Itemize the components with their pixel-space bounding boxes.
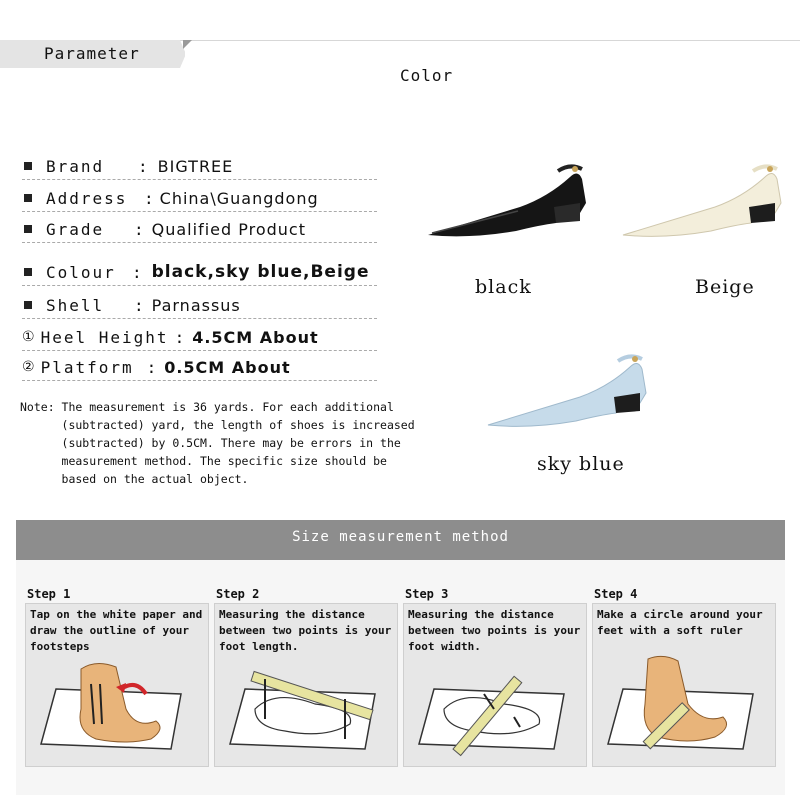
spec-label: Heel Height — [40, 327, 169, 347]
spec-value: BIGTREE — [157, 156, 234, 176]
shoe-label-beige: Beige — [695, 276, 755, 298]
spec-value: China\Guangdong — [159, 188, 319, 208]
black-shoe-image — [420, 155, 600, 245]
step-4-text: Make a circle around your feet with a soft ruler — [597, 608, 763, 637]
spec-label: Address — [46, 188, 128, 208]
note-line: (subtracted) by 0.5CM. There may be errors in the — [20, 436, 401, 450]
spec-row-brand — [22, 153, 377, 180]
spec-separator: : — [144, 188, 154, 208]
step-2-text: Measuring the distance between two points is your foot length. — [219, 608, 392, 653]
spec-separator: : — [138, 156, 148, 176]
size-method-title: Size measurement method — [292, 529, 509, 545]
spec-separator: : — [174, 327, 185, 347]
note-line: measurement method. The specific size should be — [20, 454, 387, 468]
spec-label: Shell — [46, 295, 105, 315]
spec-value: 0.5CM About — [164, 357, 291, 377]
step-2-title: Step 2 — [216, 587, 260, 601]
spec-row-platform — [22, 354, 377, 381]
bullet-icon — [24, 194, 32, 202]
step-2-card — [214, 603, 398, 767]
beige-shoe-image — [615, 155, 795, 245]
spec-label: Brand — [46, 156, 105, 176]
sky-blue-shoe-image — [480, 345, 660, 435]
step-4-card — [592, 603, 776, 767]
foot-width-illustration — [414, 649, 579, 759]
note-line: Note: The measurement is 36 yards. For each additional — [20, 400, 394, 414]
spec-value: 4.5CM About — [192, 327, 319, 347]
note-line: based on the actual object. — [20, 472, 249, 486]
step-1-card — [25, 603, 209, 767]
parameter-title: Parameter — [44, 44, 140, 63]
soft-ruler-illustration — [603, 649, 768, 759]
parameter-tab-notch — [183, 40, 192, 49]
bullet-icon — [24, 268, 32, 276]
shoe-label-black: black — [475, 276, 532, 298]
step-1-title: Step 1 — [27, 587, 71, 601]
spec-separator: : — [132, 262, 142, 282]
spec-value: black,sky blue,Beige — [151, 262, 370, 282]
spec-label: Colour — [46, 262, 116, 282]
spec-separator: : — [134, 219, 144, 239]
spec-row-address — [22, 185, 377, 212]
step-3-title: Step 3 — [405, 587, 449, 601]
shoe-label-sky-blue: sky blue — [537, 453, 625, 475]
step-4-title: Step 4 — [594, 587, 638, 601]
spec-row-shell — [22, 292, 377, 319]
step-1-text: Tap on the white paper and draw the outline of your footsteps — [30, 608, 203, 653]
measurement-note — [20, 398, 415, 488]
spec-row-colour — [22, 259, 377, 286]
number-two-icon: ② — [22, 359, 35, 375]
spec-separator: : — [146, 357, 157, 377]
spec-label: Platform — [40, 357, 134, 377]
foot-outline-illustration — [36, 649, 201, 759]
spec-row-grade — [22, 216, 377, 243]
bullet-icon — [24, 162, 32, 170]
number-one-icon: ① — [22, 329, 35, 345]
color-title: Color — [400, 66, 454, 85]
foot-length-illustration — [225, 649, 390, 759]
spec-value: Qualified Product — [151, 219, 306, 239]
note-line: (subtracted) yard, the length of shoes is increased — [20, 418, 415, 432]
step-3-text: Measuring the distance between two points is your foot width. — [408, 608, 581, 653]
bullet-icon — [24, 225, 32, 233]
bullet-icon — [24, 301, 32, 309]
spec-separator: : — [134, 295, 144, 315]
spec-value: Parnassus — [151, 295, 241, 315]
step-3-card — [403, 603, 587, 767]
spec-row-heel-height — [22, 324, 377, 351]
spec-label: Grade — [46, 219, 105, 239]
